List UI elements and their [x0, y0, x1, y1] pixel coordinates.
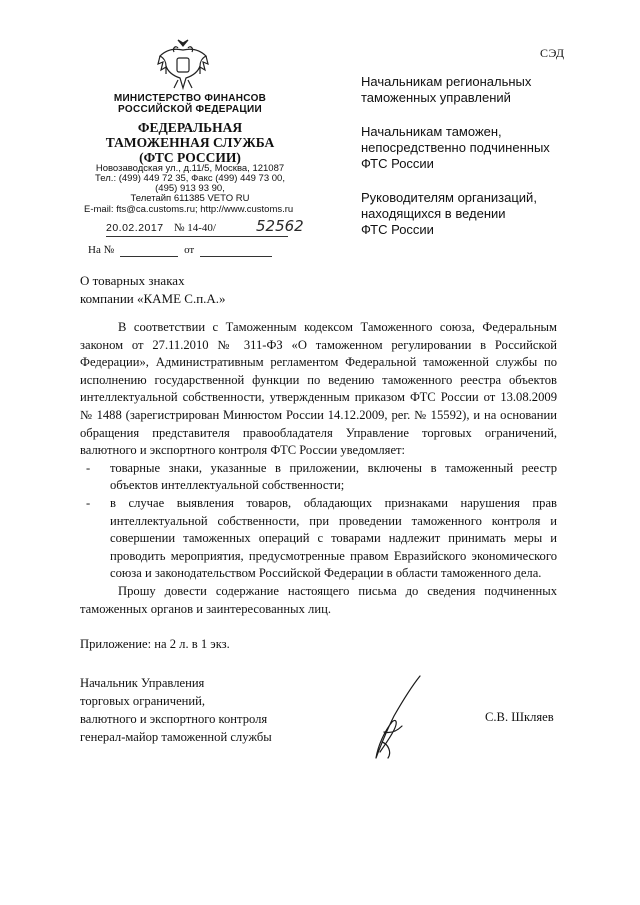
- na-blank: [120, 244, 178, 257]
- service-line-2: ТАМОЖЕННАЯ СЛУЖБА: [105, 135, 275, 150]
- body-bullet-list: [80, 460, 557, 583]
- recipients-block: [361, 74, 561, 256]
- registration-date: 20.02.2017: [106, 222, 164, 234]
- address-line-2: Тел.: (499) 449 72 35, Факс (499) 449 73 00,: [95, 173, 285, 184]
- ot-blank: [200, 244, 272, 257]
- service-name: [80, 120, 300, 165]
- recipient-2-line-3: ФТС России: [361, 156, 434, 171]
- body-bullet-2: [80, 495, 557, 583]
- service-line-1: ФЕДЕРАЛЬНАЯ: [137, 120, 243, 135]
- registration-number-handwritten: 52562: [256, 217, 304, 235]
- email-line: E-mail: fts@ca.customs.ru; http://www.customs.ru: [84, 204, 294, 215]
- sed-stamp: СЭД: [540, 46, 565, 60]
- signature-title-block: [80, 674, 272, 746]
- service-line-3: (ФТС РОССИИ): [139, 150, 241, 165]
- signature-line-1: Начальник Управления: [80, 676, 205, 690]
- signature-line-3: валютного и экспортного контроля: [80, 712, 268, 726]
- bullet-dash: -: [86, 460, 91, 475]
- recipient-1-line-2: таможенных управлений: [361, 90, 511, 105]
- letter-body: [80, 319, 557, 618]
- body-bullet-1: [80, 460, 557, 495]
- recipient-3: [361, 190, 561, 238]
- recipient-3-line-3: ФТС России: [361, 222, 434, 237]
- ministry-line-2: РОССИЙСКОЙ ФЕДЕРАЦИИ: [118, 104, 262, 115]
- bullet-dash: -: [86, 495, 91, 510]
- signature-line-4: генерал-майор таможенной службы: [80, 730, 272, 744]
- na-label: На №: [88, 244, 115, 256]
- body-paragraph-2: Прошу довести содержание настоящего письма до сведения подчиненных таможенных органов и заинтересованных лиц.: [80, 583, 557, 616]
- subject-line-2: компании «КАМЕ С.п.А.»: [80, 291, 226, 306]
- ministry-line-1: МИНИСТЕРСТВО ФИНАНСОВ: [113, 93, 267, 104]
- recipient-1-line-1: Начальникам региональных: [361, 74, 532, 89]
- address-line-3: (495) 913 93 90,: [155, 183, 225, 194]
- recipient-3-line-2: находящихся в ведении: [361, 206, 506, 221]
- coat-of-arms-emblem: [154, 36, 212, 94]
- body-bullet-2-text: в случае выявления товаров, обладающих признаками нарушения прав интеллектуальной собственности, при проведении таможенного контроля и совершении таможенных операций с товарами надлежит принимать меры и проводить мероприятия, предусмотренные правом Евразийского экономического союза и законодательством Российской Федерации в области таможенного дела.: [110, 495, 557, 581]
- signer-name: С.В. Шкляев: [485, 710, 554, 724]
- registration-line: [106, 217, 304, 236]
- ot-label: от: [184, 244, 195, 256]
- address-block: [80, 164, 300, 204]
- signature-line-2: торговых ограничений,: [80, 694, 206, 708]
- subject-line-1: О товарных знаках: [80, 273, 185, 288]
- appendix-note: Приложение: на 2 л. в 1 экз.: [80, 637, 230, 651]
- subject-block: [80, 272, 226, 308]
- body-paragraph-1: В соответствии с Таможенным кодексом Таможенного союза, Федеральным законом от 27.11.2010 № 311-ФЗ «О таможенном регулировании в Российской Федерации», Административным регламентом Федеральной таможенной службы по исполнению государственной функции по ведению таможенного реестра объектов интеллектуальной собственности, утвержденным приказом ФТС России от 13.08.2009 № 1488 (зарегистрирован Минюстом России 14.12.2009, рег. № 15592), и на основании обращения представителя правообладателя Управление торговых ограничений, валютного и экспортного контроля ФТС России уведомляет:: [80, 320, 557, 458]
- body-bullet-1-text: товарные знаки, указанные в приложении, включены в таможенный реестр объектов интеллектуальной собственности;: [110, 460, 557, 493]
- recipient-2-line-2: непосредственно подчиненных: [361, 140, 550, 155]
- recipient-3-line-1: Руководителям организаций,: [361, 190, 537, 205]
- address-line-4: Телетайп 611385 VETO RU: [130, 193, 250, 204]
- reference-line: [88, 244, 272, 257]
- recipient-2-line-1: Начальникам таможен,: [361, 124, 502, 139]
- recipient-2: [361, 124, 561, 172]
- registration-underline: [106, 236, 288, 237]
- ministry-name: [80, 93, 300, 115]
- recipient-1: [361, 74, 561, 106]
- registration-number-prefix: № 14-40/: [174, 222, 216, 234]
- handwritten-signature: [362, 672, 432, 764]
- address-line-1: Новозаводская ул., д.11/5, Москва, 121087: [95, 163, 285, 174]
